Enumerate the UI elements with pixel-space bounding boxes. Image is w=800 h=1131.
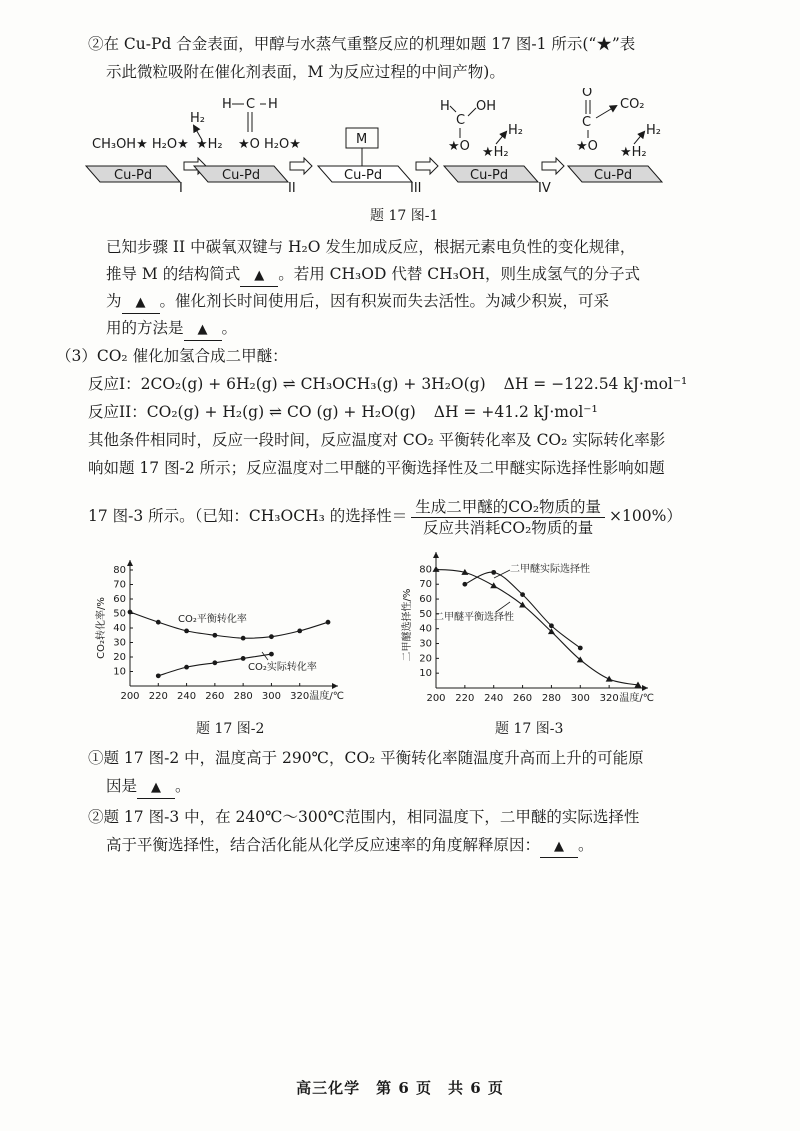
q2-text-fragment: 。 <box>221 319 238 337</box>
data-point <box>156 673 161 678</box>
adsorbed-h2: ★H₂ <box>196 137 223 152</box>
q2-text-line-2 <box>106 264 640 287</box>
x-tick-label: 260 <box>513 693 533 704</box>
y-tick-label: 60 <box>113 594 126 605</box>
x-axis-arrow <box>642 685 648 691</box>
reaction-2 <box>88 402 598 422</box>
y-tick-label: 40 <box>113 623 126 634</box>
surface-label: Cu-Pd <box>344 168 383 183</box>
reaction-2-equation: CO₂(g) + H₂(g) ⇌ CO (g) + H₂O(g) <box>146 403 416 421</box>
q3-paragraph-1: 其他条件相同时，反应一段时间，反应温度对 CO₂ 平衡转化率及 CO₂ 实际转化率影 <box>88 431 666 449</box>
y-tick-label: 20 <box>113 652 126 663</box>
step-arrow-4 <box>538 158 564 196</box>
data-point <box>326 620 331 625</box>
fig3-caption: 题 17 图-3 <box>495 721 564 737</box>
atom-h: H <box>268 97 278 112</box>
data-point <box>156 620 161 625</box>
x-axis-label: 温度/℃ <box>309 691 344 702</box>
y-axis-label: 二甲醚选择性/% <box>402 588 413 662</box>
h2-gas: H₂ <box>190 111 205 126</box>
chart-co2-conversion <box>92 552 352 722</box>
adsorbed-o: ★O <box>448 139 470 154</box>
fig1-caption: 题 17 图-1 <box>370 208 439 224</box>
x-tick-label: 200 <box>120 691 140 702</box>
data-point <box>433 566 440 572</box>
y-tick-label: 40 <box>419 623 432 635</box>
page-footer: 高三化学 第 6 页 共 6 页 <box>296 1079 504 1097</box>
x-tick-label: 280 <box>233 691 253 702</box>
series-label: 二甲醚平衡选择性 <box>434 612 514 623</box>
surface-label: Cu-Pd <box>222 168 261 183</box>
x-tick-label: 220 <box>148 691 168 702</box>
x-tick-label: 320 <box>599 693 619 704</box>
data-point <box>462 582 467 587</box>
surface-label: Cu-Pd <box>594 168 633 183</box>
selectivity-fraction <box>411 497 605 538</box>
answer-blank-2[interactable] <box>122 291 160 314</box>
x-axis-label: 温度/℃ <box>619 693 654 704</box>
data-point <box>491 570 496 575</box>
q2-text-line-3 <box>106 291 609 314</box>
y-axis-label: CO₂转化率/% <box>96 597 107 659</box>
intro-line-2: 示此微粒吸附在催化剂表面，M 为反应过程的中间产物)。 <box>106 63 505 81</box>
species-methanol-water: CH₃OH★ H₂O★ <box>92 137 189 152</box>
step-label-3: III <box>410 181 422 196</box>
data-point <box>241 656 246 661</box>
intro-line-1: ②在 Cu-Pd 合金表面，甲醇与水蒸气重整反应的机理如题 17 图-1 所示(“★”表 <box>88 35 636 53</box>
y-tick-label: 10 <box>419 668 432 680</box>
answer-blank-5[interactable] <box>540 835 578 858</box>
adsorbed-o: ★O <box>238 137 260 152</box>
reaction-1 <box>88 374 687 394</box>
x-tick-label: 300 <box>570 693 590 704</box>
x-tick-label: 320 <box>290 691 310 702</box>
reaction-2-enthalpy: ΔH = +41.2 kJ·mol⁻¹ <box>433 403 598 421</box>
q3-subq-1-line-2 <box>106 776 191 799</box>
y-tick-label: 30 <box>419 638 432 650</box>
fraction-denominator: 反应共消耗CO₂物质的量 <box>423 518 594 537</box>
catalyst-plate-5 <box>568 88 662 183</box>
data-point <box>128 610 133 615</box>
q2-text-fragment: 用的方法是 <box>106 319 184 337</box>
y-tick-label: 60 <box>419 594 432 606</box>
q3-paragraph-3 <box>88 494 682 538</box>
h2-gas: H₂ <box>508 123 523 138</box>
data-point <box>241 636 246 641</box>
q2-text-fragment: 。催化剂长时间使用后，因有积炭而失去活性。为减少积炭，可采 <box>159 292 610 310</box>
adsorbed-o: ★O <box>576 139 598 154</box>
surface-label: Cu-Pd <box>470 168 509 183</box>
h2-gas: H₂ <box>646 123 661 138</box>
series-label: CO₂实际转化率 <box>248 662 317 673</box>
mechanism-figure <box>80 88 740 212</box>
blank-marker: ▲ <box>554 839 565 854</box>
group-oh: OH <box>476 99 497 114</box>
data-point <box>490 582 497 588</box>
data-point <box>184 629 189 634</box>
adsorbed-h2o: H₂O★ <box>264 137 301 152</box>
intermediate-m: M <box>356 132 368 147</box>
answer-blank-3[interactable] <box>184 318 222 341</box>
q2-text-line-1: 已知步骤 II 中碳氧双键与 H₂O 发生加成反应，根据元素电负性的变化规律， <box>106 238 636 256</box>
data-point <box>578 646 583 651</box>
data-point <box>184 665 189 670</box>
y-tick-label: 20 <box>419 653 432 665</box>
x-tick-label: 300 <box>261 691 281 702</box>
co2-gas: CO₂ <box>620 97 645 112</box>
y-tick-label: 10 <box>113 666 126 678</box>
y-tick-label: 80 <box>113 565 126 576</box>
blank-marker: ▲ <box>135 295 146 310</box>
q3-subq-2-line-1: ②题 17 图-3 中，在 240℃～300℃范围内，相同温度下，二甲醚的实际选择性 <box>88 808 640 826</box>
blank-marker: ▲ <box>197 322 208 337</box>
data-point <box>269 652 274 657</box>
catalyst-plate-2 <box>190 97 301 183</box>
fig2-caption: 题 17 图-2 <box>196 721 265 737</box>
x-tick-label: 200 <box>426 693 446 704</box>
data-point <box>520 592 525 597</box>
adsorbed-h2: ★H₂ <box>620 145 647 160</box>
atom-c: C <box>582 115 592 130</box>
chart-dme-selectivity <box>398 550 668 722</box>
q3-subq-1-line-1: ①题 17 图-2 中，温度高于 290℃，CO₂ 平衡转化率随温度升高而上升的可能原 <box>88 749 644 767</box>
subq-fragment: 高于平衡选择性，结合活化能从化学反应速率的角度解释原因： <box>106 836 541 854</box>
series-line <box>436 569 638 685</box>
reaction-1-enthalpy: ΔH = −122.54 kJ·mol⁻¹ <box>503 375 688 393</box>
data-point <box>212 633 217 638</box>
subq-fragment: 因是 <box>106 777 138 795</box>
catalyst-plate-1 <box>86 137 189 183</box>
atom-c: C <box>456 113 466 128</box>
x-tick-label: 240 <box>177 691 197 702</box>
y-tick-label: 50 <box>419 608 432 620</box>
series-label-leader <box>496 602 510 612</box>
adsorbed-h2: ★H₂ <box>482 145 509 160</box>
q2-text-fragment: 推导 M 的结构简式 <box>106 265 241 283</box>
y-tick-label: 30 <box>113 637 126 649</box>
catalyst-plate-3 <box>318 128 412 183</box>
catalyst-plate-4 <box>440 99 538 183</box>
atom-c: C <box>246 97 256 112</box>
answer-blank-1[interactable] <box>240 264 278 287</box>
step-label-2: II <box>288 181 296 196</box>
data-point <box>549 623 554 628</box>
x-tick-label: 260 <box>205 691 225 702</box>
atom-o: O <box>582 88 593 100</box>
step-label-4: IV <box>538 181 551 196</box>
series-label: CO₂平衡转化率 <box>178 614 247 625</box>
blank-marker: ▲ <box>254 268 265 283</box>
y-axis-arrow <box>433 552 439 558</box>
atom-h: H <box>222 97 232 112</box>
data-point <box>269 634 274 639</box>
q3-paragraph-3-end: ×100%） <box>609 507 682 525</box>
step-label-1: I <box>179 181 183 196</box>
q2-text-fragment: 为 <box>106 292 122 310</box>
blank-marker: ▲ <box>151 780 162 795</box>
y-tick-label: 70 <box>419 579 432 591</box>
step-arrow-3 <box>410 158 438 196</box>
step-arrow-2 <box>288 158 312 196</box>
surface-label: Cu-Pd <box>114 168 153 183</box>
x-tick-label: 280 <box>541 693 561 704</box>
reaction-2-label: 反应II： <box>88 403 147 421</box>
reaction-1-equation: 2CO₂(g) + 6H₂(g) ⇌ CH₃OCH₃(g) + 3H₂O(g) <box>140 375 486 393</box>
q2-text-line-4 <box>106 318 237 341</box>
y-tick-label: 50 <box>113 608 126 620</box>
y-tick-label: 70 <box>113 579 126 591</box>
subq-fragment: 。 <box>175 777 191 795</box>
y-axis-arrow <box>127 560 133 566</box>
x-tick-label: 220 <box>455 693 475 704</box>
data-point <box>606 676 613 682</box>
q3-paragraph-3-start: 17 图-3 所示。（已知：CH₃OCH₃ 的选择性＝ <box>88 507 408 525</box>
q3-paragraph-2: 响如题 17 图-2 所示；反应温度对二甲醚的平衡选择性及二甲醚实际选择性影响如题 <box>88 459 665 477</box>
x-tick-label: 240 <box>484 693 504 704</box>
subq-fragment: 。 <box>578 836 594 854</box>
answer-blank-4[interactable] <box>137 776 175 799</box>
series-label: 二甲醚实际选择性 <box>510 564 590 575</box>
y-tick-label: 80 <box>419 564 432 576</box>
fraction-numerator: 生成二甲醚的CO₂物质的量 <box>411 497 605 518</box>
data-point <box>212 660 217 665</box>
data-point <box>297 629 302 634</box>
step-arrow-1 <box>179 158 206 196</box>
reaction-1-label: 反应I： <box>88 375 141 393</box>
q3-subq-2-line-2 <box>106 835 594 858</box>
series-label-leader <box>262 652 268 660</box>
atom-h: H <box>440 99 450 114</box>
x-axis-arrow <box>332 683 338 689</box>
q3-title: （3）CO₂ 催化加氢合成二甲醚： <box>56 347 288 365</box>
series-label-leader <box>494 570 510 578</box>
series-line <box>465 572 580 648</box>
q2-text-fragment: 。若用 CH₃OD 代替 CH₃OH，则生成氢气的分子式 <box>278 265 641 283</box>
